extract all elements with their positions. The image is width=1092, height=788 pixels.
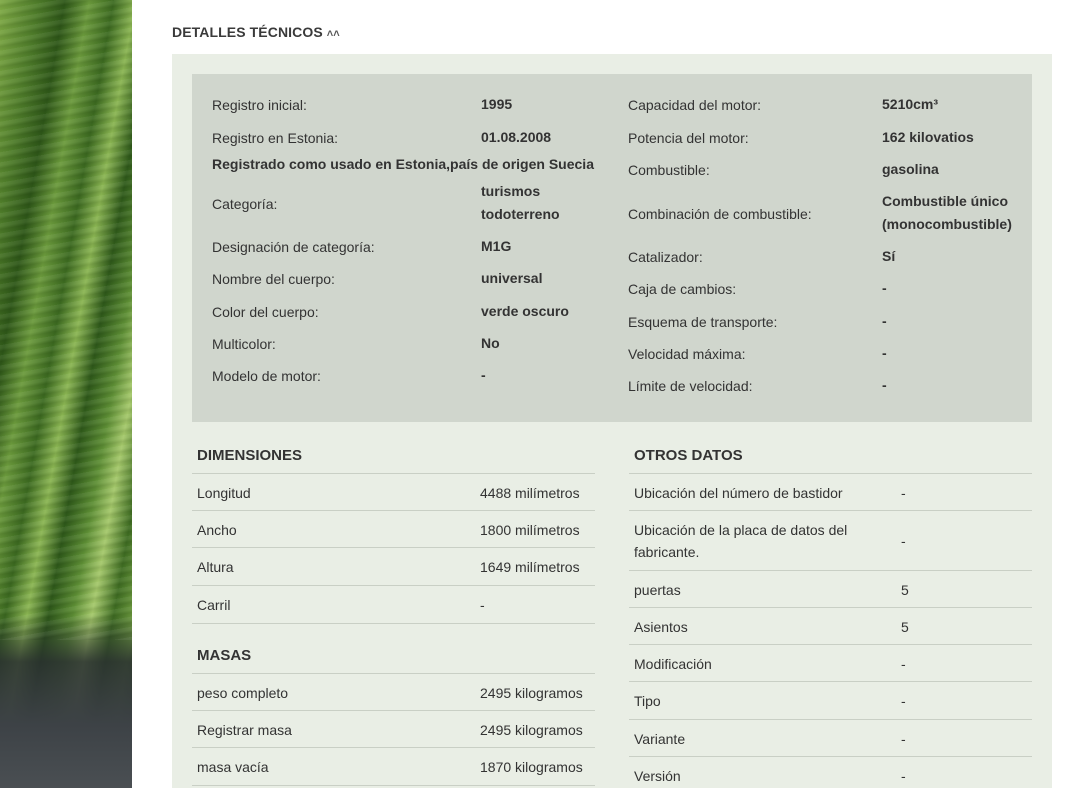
row-value: - [901,533,906,549]
table-row [629,644,1032,682]
table-row [192,547,595,585]
table-row [192,510,595,548]
table-row [192,710,595,748]
row-value: - [901,656,906,672]
row-label: peso completo [197,685,289,701]
table-row [629,607,1032,645]
table-row [192,585,595,624]
dimensions-title: DIMENSIONES [197,447,303,464]
section-title: DETALLES TÉCNICOS [172,24,323,40]
spec-value: 5210cm³ [882,96,939,112]
row-value: - [901,731,906,747]
row-label: Altura [197,559,234,575]
row-label: Tipo [634,693,661,709]
sidebar-motion-streaks [0,0,132,640]
row-label: Modificación [634,656,712,672]
spec-label: Velocidad máxima: [628,346,746,362]
row-label: puertas [634,582,681,598]
spec-label: Registro inicial: [212,97,307,113]
spec-label: Límite de velocidad: [628,378,753,394]
spec-label: Combinación de combustible: [628,206,812,222]
row-label: Carril [197,597,231,613]
row-label: Longitud [197,485,251,501]
row-label: Variante [634,731,686,747]
spec-value: turismos todoterreno [481,183,560,222]
spec-value: 01.08.2008 [481,129,552,145]
section-header-toggle[interactable] [172,24,340,40]
spec-label: Potencia del motor: [628,130,749,146]
spec-label: Nombre del cuerpo: [212,271,335,287]
table-row [192,673,595,711]
spec-label: Caja de cambios: [628,281,737,297]
spec-label: Esquema de transporte: [628,314,778,330]
spec-value: - [882,345,887,361]
spec-value: Sí [882,248,896,264]
spec-label: Catalizador: [628,249,703,265]
spec-label: Color del cuerpo: [212,304,319,320]
row-value: 1649 milímetros [480,559,580,575]
row-label: masa vacía [197,759,269,775]
registration-note: Registrado como usado en Estonia,país de origen Suecia [212,156,594,172]
spec-value: M1G [481,238,512,254]
spec-label: Capacidad del motor: [628,97,762,113]
row-label: Registrar masa [197,722,292,738]
row-value: 2495 kilogramos [480,685,583,701]
row-value: - [901,485,906,501]
spec-value: - [882,377,887,393]
spec-label: Registro en Estonia: [212,130,339,146]
spec-value: - [882,313,887,329]
row-value: 4488 milímetros [480,485,580,501]
table-row [629,756,1032,788]
row-label: Versión [634,768,681,784]
row-label: Asientos [634,619,688,635]
table-row [192,473,595,511]
table-row [629,473,1032,511]
spec-value: 1995 [481,96,513,112]
row-value: 1870 kilogramos [480,759,583,775]
row-value: 2495 kilogramos [480,722,583,738]
row-value: - [901,768,906,784]
row-value: - [901,693,906,709]
spec-value: - [882,280,887,296]
spec-value: gasolina [882,161,939,177]
spec-label: Modelo de motor: [212,368,321,384]
table-row [629,681,1032,719]
table-row [629,510,1032,571]
table-row [629,570,1032,608]
row-value: 1800 milímetros [480,522,580,538]
table-row [192,747,595,786]
row-label: Ubicación del número de bastidor [634,485,843,501]
spec-value: - [481,367,486,383]
row-label: Ancho [197,522,237,538]
spec-value: verde oscuro [481,303,569,319]
spec-value: No [481,335,500,351]
other-data-title: OTROS DATOS [634,447,743,464]
double-chevron-up-icon: ˄˄ [326,28,340,40]
row-value: 5 [901,619,909,635]
masses-title: MASAS [197,647,252,664]
table-row [629,719,1032,757]
spec-label: Designación de categoría: [212,239,375,255]
spec-value: universal [481,270,543,286]
row-label: Ubicación de la placa de datos del fabricante. [634,522,848,560]
spec-value: 162 kilovatios [882,129,974,145]
row-value: 5 [901,582,909,598]
spec-label: Categoría: [212,196,278,212]
spec-value: Combustible único (monocombustible) [882,193,1012,232]
spec-label: Multicolor: [212,336,276,352]
row-value: - [480,597,485,613]
spec-label: Combustible: [628,162,710,178]
